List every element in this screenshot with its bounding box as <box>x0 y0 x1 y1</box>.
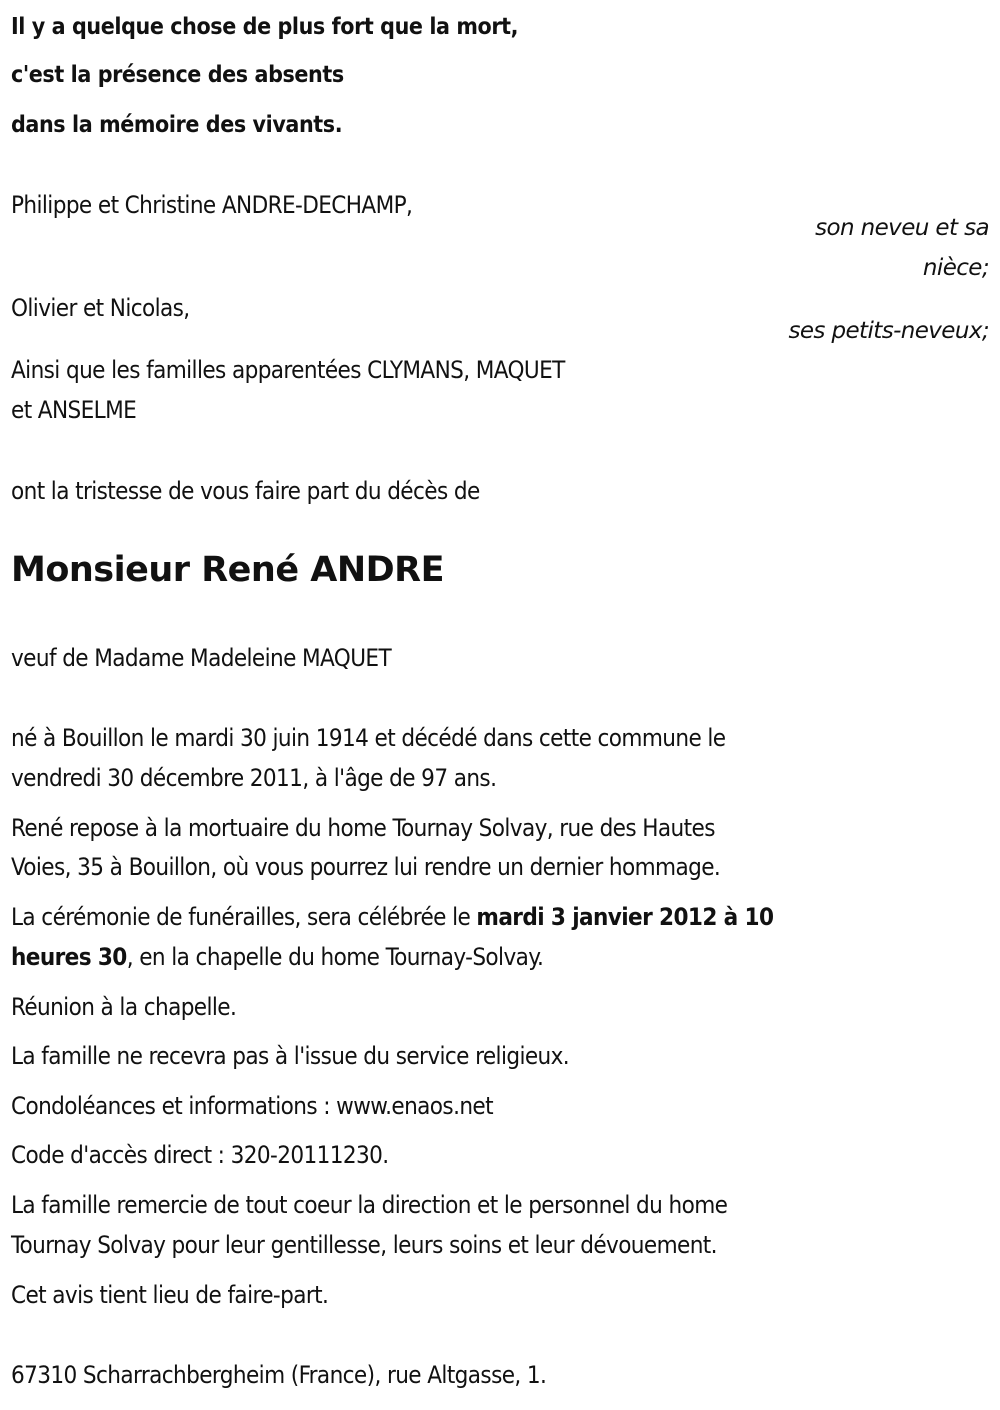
birth-death-line-1: né à Bouillon le mardi 30 juin 1914 et décédé dans cette commune le <box>11 724 726 752</box>
no-reception: La famille ne recevra pas à l'issue du service religieux. <box>11 1042 570 1070</box>
quote-line-3: dans la mémoire des vivants. <box>11 112 343 138</box>
family-names-2: Olivier et Nicolas, <box>11 294 190 322</box>
birth-death-line-2: vendredi 30 décembre 2011, à l'âge de 97 ans. <box>11 764 497 792</box>
repose-line-2: Voies, 35 à Bouillon, où vous pourrez lui rendre un dernier hommage. <box>11 853 721 881</box>
notice: Cet avis tient lieu de faire-part. <box>11 1281 329 1309</box>
quote-line-2: c'est la présence des absents <box>11 62 344 88</box>
deceased-spouse: veuf de Madame Madeleine MAQUET <box>11 644 392 672</box>
repose-line-1: René repose à la mortuaire du home Tournay Solvay, rue des Hautes <box>11 814 715 842</box>
reunion: Réunion à la chapelle. <box>11 993 237 1021</box>
family-relation-1b: nièce; <box>922 255 989 281</box>
family-relation-1a: son neveu et sa <box>815 215 989 241</box>
family-names-3b: et ANSELME <box>11 396 137 424</box>
ceremony-prefix: La cérémonie de funérailles, sera célébrée le <box>11 903 477 931</box>
ceremony-suffix: , en la chapelle du home Tournay-Solvay. <box>126 943 544 971</box>
ceremony-line-2 <box>11 942 543 972</box>
announcement: ont la tristesse de vous faire part du décès de <box>11 477 480 505</box>
ceremony-time: heures 30 <box>11 943 127 971</box>
family-names-1: Philippe et Christine ANDRE-DECHAMP, <box>11 191 413 219</box>
ceremony-line-1 <box>11 902 773 932</box>
access-code: Code d'accès direct : 320-20111230. <box>11 1141 389 1169</box>
deceased-name: Monsieur René ANDRE <box>11 550 445 590</box>
ceremony-date: mardi 3 janvier 2012 à 10 <box>476 903 774 931</box>
family-relation-2: ses petits-neveux; <box>788 318 989 344</box>
condolences-info: Condoléances et informations : www.enaos.net <box>11 1092 493 1120</box>
quote-line-1: Il y a quelque chose de plus fort que la mort, <box>11 14 519 40</box>
thanks-line-2: Tournay Solvay pour leur gentillesse, leurs soins et leur dévouement. <box>11 1231 717 1259</box>
address: 67310 Scharrachbergheim (France), rue Altgasse, 1. <box>11 1361 547 1389</box>
family-names-3a: Ainsi que les familles apparentées CLYMANS, MAQUET <box>11 356 565 384</box>
thanks-line-1: La famille remercie de tout coeur la direction et le personnel du home <box>11 1191 728 1219</box>
